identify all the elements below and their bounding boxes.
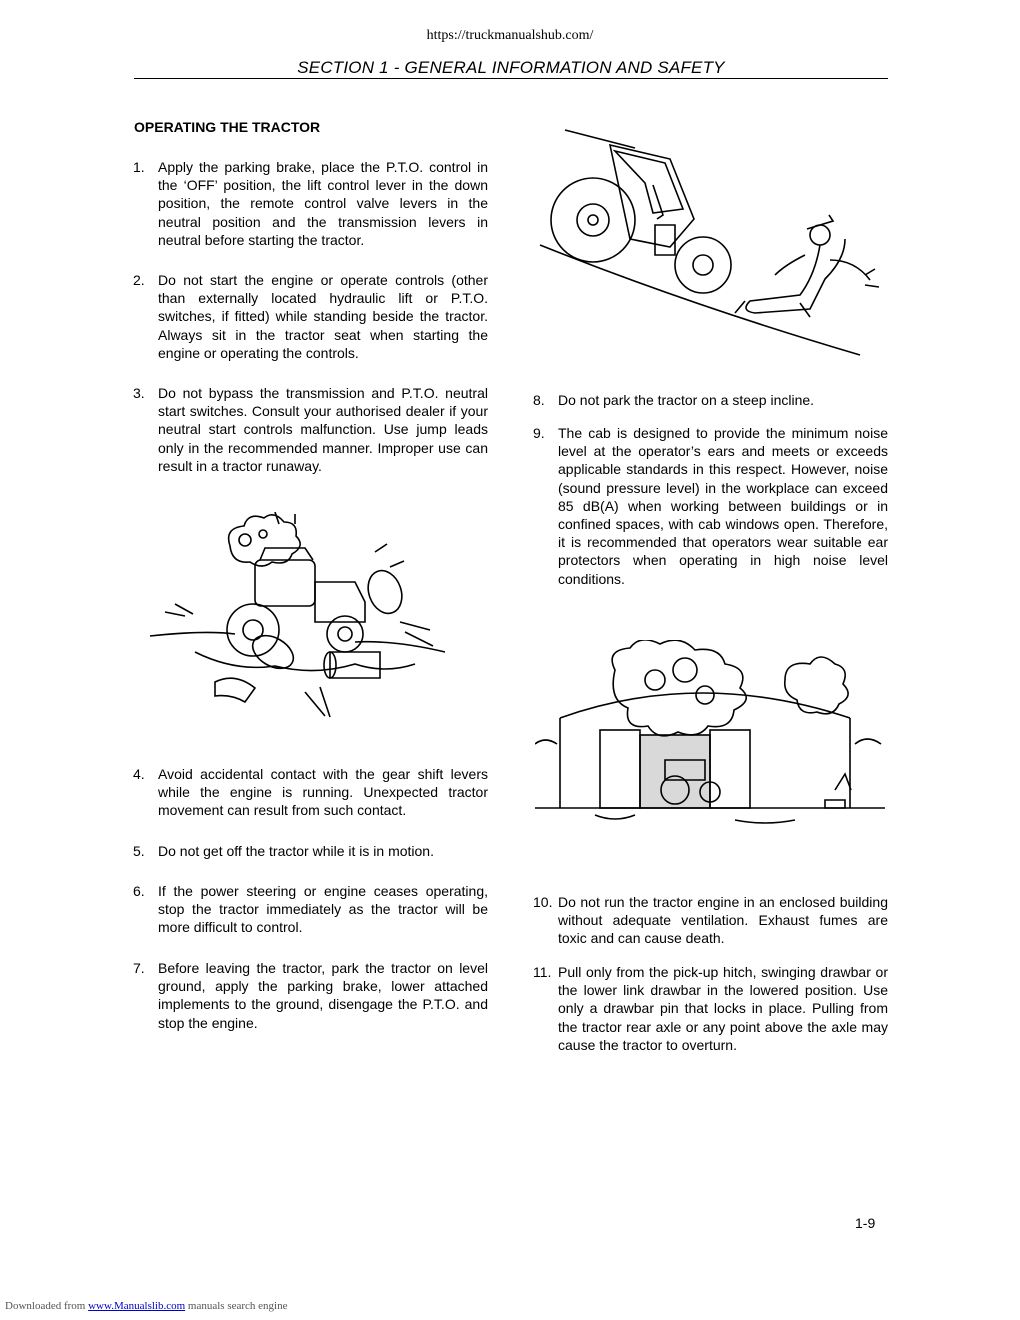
item-text: Apply the parking brake, place the P.T.O. control in the ‘OFF’ position, the lift control lever in the down position, the remote control valve levers in the neutral position and the transmission levers in neutral before starting the tractor.	[158, 159, 488, 248]
runaway-tractor-illustration	[145, 512, 455, 722]
item-text: Before leaving the tractor, park the tractor on level ground, apply the parking brake, lower attached implements to the ground, disengage the P.T.O. and stop the engine.	[158, 960, 488, 1031]
item-number: 4.	[133, 766, 145, 782]
footer-suffix: manuals search engine	[187, 1300, 288, 1312]
item-text: Do not park the tractor on a steep incline.	[558, 392, 815, 408]
tractor-on-incline-illustration	[535, 125, 890, 360]
item-text: Do not run the tractor engine in an enclosed building without adequate ventilation. Exhaust fumes are toxic and can cause death.	[558, 894, 888, 947]
item-text: Do not bypass the transmission and P.T.O. neutral start switches. Consult your authorised dealer if your neutral start controls malfunction. Use jump leads only in the recommended manner. Improper use can result in a tractor runaway.	[158, 385, 488, 474]
page-number: 1-9	[855, 1215, 876, 1231]
item-number: 10.	[533, 894, 553, 910]
item-number: 8.	[533, 392, 545, 408]
footer	[5, 1300, 287, 1312]
item-number: 2.	[133, 272, 145, 288]
item-text: Do not get off the tractor while it is in motion.	[158, 843, 434, 859]
enclosed-building-exhaust-illustration	[535, 640, 885, 840]
item-number: 1.	[133, 159, 145, 175]
list-item	[133, 842, 488, 862]
item-number: 7.	[133, 960, 145, 976]
list-item	[533, 391, 888, 411]
item-text: The cab is designed to provide the minimum noise level at the operator’s ears and meets or exceeds applicable standards in this respect. However, noise (sound pressure level) in the workplace can exceed 85 dB(A) when working between buildings or in confined spaces, with cab windows open. Therefore, it is recommended that operators wear suitable ear protectors when operating in high noise level conditions.	[558, 425, 888, 587]
item-number: 3.	[133, 385, 145, 401]
list-item	[133, 158, 488, 250]
list-item	[533, 424, 888, 606]
list-item	[133, 765, 488, 821]
item-text: Do not start the engine or operate controls (other than externally located hydraulic lift or P.T.O. switches, if fitted) while standing beside the tractor. Always sit in the tractor seat when starting the engine or operating the controls.	[158, 272, 488, 361]
header-url: https://truckmanualshub.com/	[426, 28, 594, 43]
page-heading: OPERATING THE TRACTOR	[134, 119, 321, 135]
item-text: If the power steering or engine ceases operating, stop the tractor immediately as the tractor will be more difficult to control.	[158, 883, 488, 936]
list-item	[133, 384, 488, 494]
list-item	[133, 882, 488, 938]
footer-prefix: Downloaded from	[5, 1300, 86, 1312]
item-text: Avoid accidental contact with the gear shift levers while the engine is running. Unexpected tractor movement can result from such contact.	[158, 766, 488, 819]
list-item	[533, 963, 888, 1073]
list-item	[133, 959, 488, 1033]
header-rule	[134, 78, 888, 79]
list-item	[533, 893, 888, 949]
section-title: SECTION 1 - GENERAL INFORMATION AND SAFETY	[297, 58, 725, 77]
manualslib-link[interactable]: www.Manualslib.com	[88, 1300, 186, 1312]
list-item	[133, 271, 488, 363]
item-number: 9.	[533, 425, 545, 441]
item-number: 11.	[533, 964, 552, 980]
item-number: 6.	[133, 883, 145, 899]
item-text: Pull only from the pick-up hitch, swinging drawbar or the lower link drawbar in the lowered position. Use only a drawbar pin that locks in place. Pulling from the tractor rear axle or any point above the axle may cause the tractor to overturn.	[558, 964, 888, 1053]
item-number: 5.	[133, 843, 145, 859]
